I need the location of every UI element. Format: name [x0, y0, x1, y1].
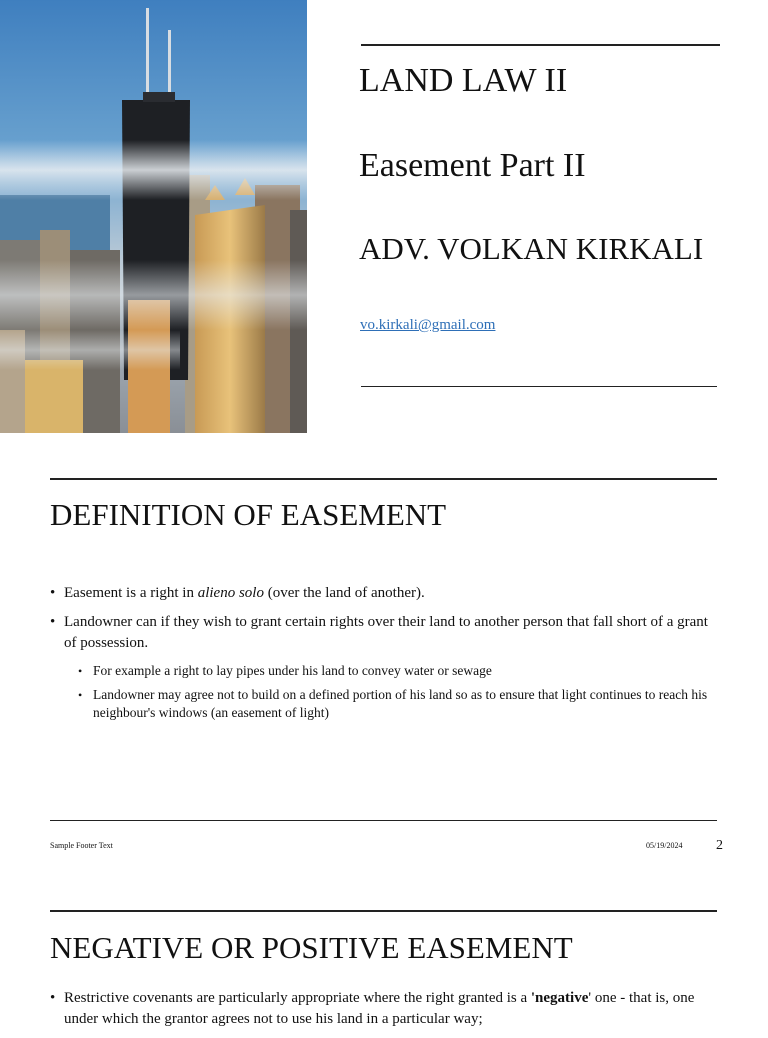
slide3-top-rule [50, 910, 717, 912]
author-name: ADV. VOLKAN KIRKALI [359, 231, 704, 266]
sub-bullet-item: • Landowner may agree not to build on a defined portion of his land so as to ensure that light continues to reach his neighbour's windows (an easement of light) [50, 686, 715, 722]
presentation-title: LAND LAW II [359, 62, 568, 99]
bullet-item: • Restrictive covenants are particularly appropriate where the right granted is a 'negative' one - that is, one under which the grantor agrees not to use his land in a particular way; [50, 988, 715, 1030]
footer-date: 05/19/2024 [646, 841, 683, 850]
bullet-item: • Easement is a right in alieno solo (over the land of another). [50, 583, 715, 604]
bullet-item: • Landowner can if they wish to grant certain rights over their land to another person that fall short of a grant of possession. [50, 612, 715, 654]
city-skyline-photo [0, 0, 307, 433]
slide3-bullet-list [50, 988, 715, 1038]
footer-text: Sample Footer Text [50, 841, 113, 850]
slide2-footer-rule [50, 820, 717, 821]
slide2-bullet-list [50, 583, 715, 728]
email-link[interactable]: vo.kirkali@gmail.com [360, 317, 496, 333]
title-bottom-rule [361, 386, 717, 387]
presentation-subtitle: Easement Part II [359, 147, 586, 184]
slide3-heading: NEGATIVE OR POSITIVE EASEMENT [50, 930, 573, 965]
title-top-rule [361, 44, 720, 46]
slide2-heading: DEFINITION OF EASEMENT [50, 497, 447, 532]
sub-bullet-item: • For example a right to lay pipes under his land to convey water or sewage [50, 662, 715, 680]
page-number: 2 [716, 838, 723, 853]
slide2-top-rule [50, 478, 717, 480]
